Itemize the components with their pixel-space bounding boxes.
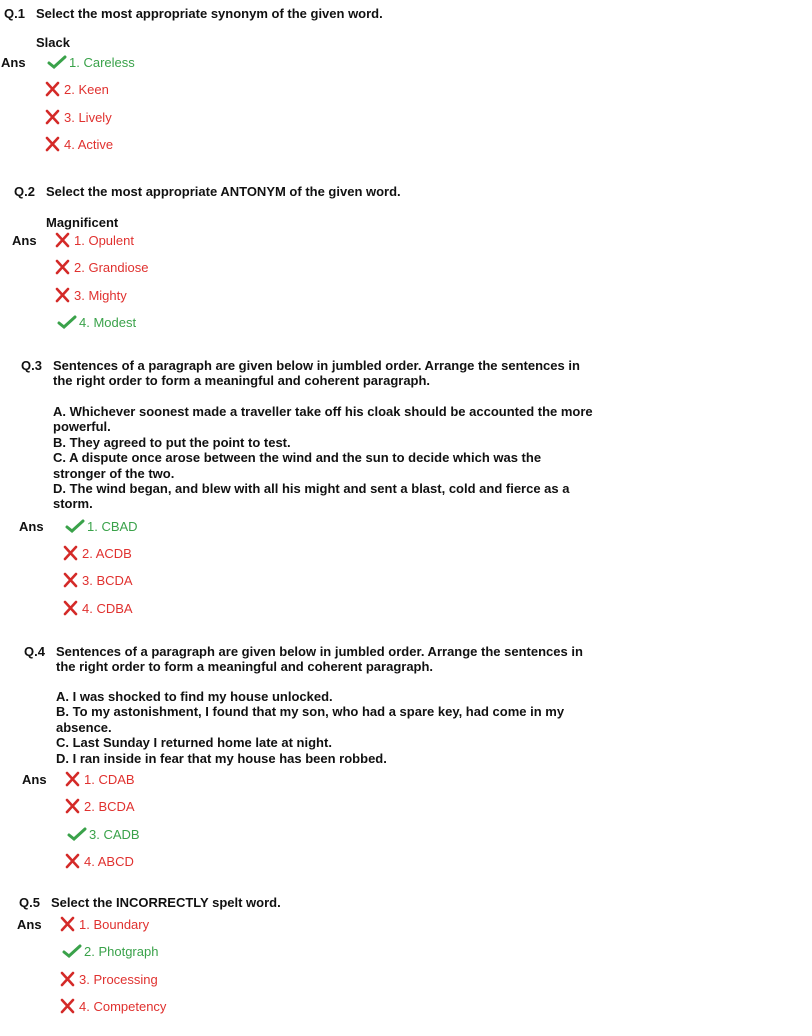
option-1[interactable] (59, 917, 591, 944)
cross-icon (44, 109, 64, 125)
option-4[interactable] (57, 315, 586, 342)
question-2 (14, 184, 586, 342)
passage-sentence: B. They agreed to put the point to test. (53, 434, 291, 450)
option-label: 2. BCDA (84, 799, 135, 815)
option-1[interactable] (47, 55, 576, 82)
passage-sentence: D. The wind began, and blew with all his might and sent a blast, cold and fierce as a storm. (53, 481, 570, 512)
question-number: Q.1 (4, 6, 25, 21)
option-2[interactable] (54, 260, 586, 287)
cross-icon (64, 798, 84, 814)
cross-icon (59, 916, 79, 932)
cross-icon (62, 600, 82, 616)
check-icon (47, 54, 69, 70)
option-3[interactable] (54, 288, 586, 315)
cross-icon (44, 136, 64, 152)
question-3 (21, 358, 593, 628)
answer-options (21, 519, 593, 628)
passage-sentence: A. I was shocked to find my house unlocked. (56, 689, 333, 704)
option-2[interactable] (44, 82, 576, 109)
option-3[interactable] (59, 972, 591, 999)
option-label: 1. Opulent (74, 233, 134, 248)
option-label: 2. Photgraph (84, 944, 159, 960)
passage-sentence: A. Whichever soonest made a traveller take off his cloak should be accounted the more powerful. (53, 404, 593, 435)
ans-label: Ans (17, 917, 42, 932)
question-number: Q.5 (19, 895, 40, 910)
ans-label: Ans (12, 233, 37, 248)
option-label: 1. Boundary (79, 917, 150, 932)
option-4[interactable] (64, 854, 596, 881)
option-1[interactable] (64, 772, 596, 799)
question-word: Magnificent (46, 215, 119, 230)
check-icon (67, 826, 89, 842)
option-1[interactable] (54, 233, 586, 260)
question-5 (19, 895, 591, 1026)
question-text: Select the INCORRECTLY spelt word. (51, 895, 281, 910)
option-label: 4. CDBA (82, 600, 133, 616)
option-3[interactable] (44, 110, 576, 137)
cross-icon (62, 572, 82, 588)
question-text: Sentences of a paragraph are given below in jumbled order. Arrange the sentences in the right order to form a meaningful and coherent paragraph. (56, 644, 583, 674)
option-4[interactable] (59, 999, 591, 1026)
option-label: 1. CDAB (84, 772, 135, 788)
question-text: Select the most appropriate ANTONYM of the given word. (46, 184, 401, 199)
option-2[interactable] (62, 944, 591, 971)
option-4[interactable] (62, 601, 593, 628)
passage-sentence: C. Last Sunday I returned home late at night. (56, 735, 332, 751)
option-label: 2. ACDB (82, 546, 132, 562)
check-icon (62, 943, 84, 959)
check-icon (65, 518, 87, 534)
cross-icon (59, 998, 79, 1014)
option-label: 4. Active (64, 136, 114, 152)
passage (53, 404, 593, 512)
option-label: 1. Careless (69, 55, 135, 70)
check-icon (57, 314, 79, 330)
question-word: Slack (36, 35, 70, 50)
answer-options (1, 55, 576, 164)
answer-options (14, 233, 586, 342)
passage (56, 689, 596, 766)
option-2[interactable] (64, 799, 596, 826)
option-label: 4. Modest (79, 314, 137, 330)
cross-icon (64, 853, 84, 869)
option-label: 3. Mighty (74, 287, 127, 303)
option-label: 1. CBAD (87, 518, 138, 534)
option-label: 4. ABCD (84, 853, 134, 869)
option-label: 3. Lively (64, 109, 112, 125)
option-label: 3. Processing (79, 971, 158, 987)
option-2[interactable] (62, 546, 593, 573)
cross-icon (62, 545, 82, 561)
option-label: 2. Grandiose (74, 260, 149, 276)
question-4 (24, 644, 596, 881)
answer-options (24, 772, 596, 881)
cross-icon (59, 971, 79, 987)
cross-icon (54, 287, 74, 303)
option-label: 2. Keen (64, 82, 109, 98)
cross-icon (54, 259, 74, 275)
cross-icon (64, 771, 84, 787)
question-text: Sentences of a paragraph are given below in jumbled order. Arrange the sentences in the right order to form a meaningful and coherent paragraph. (53, 358, 580, 388)
passage-sentence: C. A dispute once arose between the wind and the sun to decide which was the stronger of the two. (53, 450, 542, 481)
passage-sentence: D. I ran inside in fear that my house has been robbed. (56, 750, 387, 766)
question-number: Q.4 (24, 644, 45, 659)
ans-label: Ans (1, 55, 26, 70)
option-3[interactable] (62, 573, 593, 600)
question-text: Select the most appropriate synonym of the given word. (36, 6, 383, 21)
ans-label: Ans (19, 518, 44, 534)
question-1 (1, 6, 576, 164)
cross-icon (44, 81, 64, 97)
answer-options (19, 917, 591, 1026)
option-4[interactable] (44, 137, 576, 164)
option-3[interactable] (67, 827, 596, 854)
option-1[interactable] (65, 519, 593, 546)
option-label: 3. CADB (89, 826, 140, 842)
option-label: 4. Competency (79, 998, 167, 1014)
ans-label: Ans (22, 772, 47, 788)
option-label: 3. BCDA (82, 573, 133, 589)
cross-icon (54, 232, 74, 248)
passage-sentence: B. To my astonishment, I found that my son, who had a spare key, had come in my absence. (56, 704, 565, 735)
question-number: Q.2 (14, 184, 35, 199)
question-number: Q.3 (21, 358, 42, 373)
